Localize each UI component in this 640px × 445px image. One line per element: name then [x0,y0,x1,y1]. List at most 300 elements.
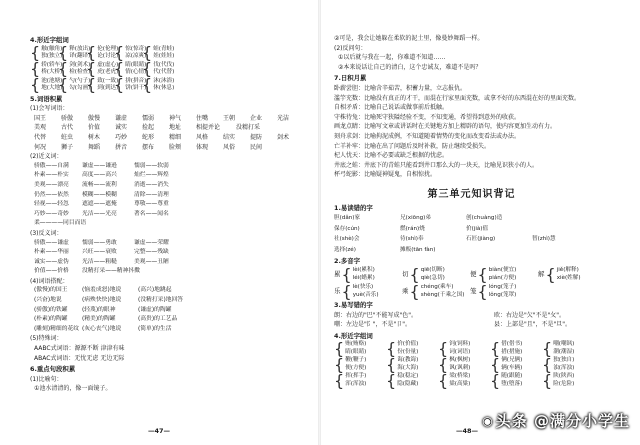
pair-stack [397,373,418,388]
brace-glyph: { [114,43,125,63]
reading-item: shèng(千乘之国) [420,291,465,298]
pair-stack [553,373,574,388]
pair-item: (骄傲)的铁罐 [34,306,68,313]
special-words-line: ABAC式词语：无忧无虑 无边无际 [34,354,125,362]
subsection-label: (5)特殊词： [30,335,63,343]
word-item: 触(触角) [41,45,63,52]
pair-item: (恼羞成怒)地说 [82,287,122,294]
section-7-title: 7.日积月累 [334,74,367,83]
brace-glyph: { [409,264,420,284]
vocab-word: 拼音 [115,143,128,151]
word-item: 嘲(嘲讽) [553,341,575,348]
page-number-right: —48— [456,427,479,435]
word-pair [142,75,175,95]
reading-item: xiè(姓解) [556,274,581,281]
vocab-word: 提防 [250,133,263,141]
pair-item: 光洁——粗糙 [82,258,117,265]
pair-item: 流畅——流利 [82,181,117,188]
vocab-word: 相提并论 [196,124,221,132]
word-item: 情(心情) [125,69,147,76]
pair-stack [397,341,418,356]
pair-item: (没精打采)地回答 [138,297,184,304]
idiom-line: 井底之蛙：井底下的青蛙只能看到井口那么大的一块天，比喻见识狭小的人。 [334,161,539,169]
brace-glyph: { [86,75,97,95]
idiom-line: 滥竽充数：比喻没有真正的才干，而混在行家里面充数，或拿不好的东西混在好的里面充数。 [334,94,581,102]
pair-item: 谦虚——荣耀 [134,239,169,246]
polyphone-item [470,281,538,301]
pair-item: 清除——清理 [134,191,169,198]
polyphone-char: 笼 [470,286,477,295]
polyphone-char: 累 [334,269,341,278]
brace-glyph: { [58,43,69,63]
vocab-word: 脸颊 [169,143,182,151]
pair-stack [489,284,517,299]
vocab-word: 国王 [34,114,47,122]
word-item: 休(休息) [153,85,175,92]
left-page [0,0,318,445]
vocab-word: 蛀虫 [61,133,74,141]
word-item: 睛(眼睛) [345,348,367,355]
pair-item: 光洁——光亮 [82,210,117,217]
vocab-word: 傲慢 [88,114,101,122]
idiom-line: 自相矛盾：比喻自己说话或做事前后抵触。 [334,104,449,112]
vocab-row [34,114,290,124]
sentence-line: ②本来说话让自己的清白，这个忠诚友，难道不是吗？ [338,63,482,71]
word-item: 娃(娃娃) [153,53,175,60]
pair-stack [397,357,418,372]
idiom-line: 刻舟求剑：比喻拘泥成例，不知道随着情势的变化而改变看法或办法。 [334,132,521,140]
sentence-line: (2)反问句： [334,44,367,52]
word-item: 轿(轿车) [41,61,63,68]
pair-item: (谦虚)的陶罐 [138,306,172,313]
pair-item: 朴素——华丽 [34,249,69,256]
pair-item: 著名——闻名 [134,210,169,217]
pronunciation-item: 胆(dǎn)家 [334,215,361,222]
pair-item: 柔————同目而语 [34,220,87,227]
vocab-word: 巧妙 [115,133,128,141]
pair-item: (傲慢)的国王 [34,287,68,294]
brace-glyph: { [490,338,501,358]
vocab-row [34,133,290,143]
word-pair [438,370,490,390]
brace-glyph: { [334,338,345,358]
pair-stack [153,62,174,77]
pair-item [134,267,186,277]
pair-stack [153,78,174,93]
polyphone-grid [334,264,609,301]
pair-item: 懦弱——软弱 [134,162,169,169]
pair-stack [449,373,470,388]
pair-stack [345,341,366,356]
brace-glyph: { [341,281,352,301]
section-6-title: 6.重点句段积累 [30,365,76,374]
collocation-pairs [30,286,184,334]
vocab-word: 舞蹈 [88,143,101,151]
r-section-4-title: 4.形近字组词 [334,331,373,340]
reading-item: lóng(笼子) [488,284,517,291]
word-item: 论(讨论) [97,53,119,60]
brace-glyph: { [545,264,556,284]
vocab-word: 民间 [250,143,263,151]
word-item: 隐(隐藏) [397,380,419,387]
book-fold [318,0,321,445]
word-item: 梁(桥梁) [449,373,471,380]
word-item: 剑(剑术) [69,61,91,68]
word-item: 伦(伦理) [97,45,119,52]
shape-word-grid [30,43,175,95]
word-item: 讽(讽刺) [449,364,471,371]
pair-item: 兴旺——衰败 [82,249,117,256]
word-item: 勺(勺子) [69,77,91,84]
right-column [334,34,609,388]
polyphone-char: 乘 [402,286,409,295]
word-item: 检(检查) [69,69,91,76]
vocab-word: 体现 [196,143,209,151]
pronunciation-row [334,213,609,224]
idiom-line: 卧薪尝胆：比喻含辛茹苦，积蓄力量，立志报仇。 [334,84,467,92]
pair-item: (病殃快快)地说 [82,297,122,304]
pronunciation-row [334,234,609,245]
vocab-word: 企业 [250,114,263,122]
vocab-word: 何况 [34,143,47,151]
vocab-row [34,123,261,133]
word-item: 虎(老虎) [97,69,119,76]
brace-glyph: { [438,338,449,358]
watermark-icon: ◉ [482,414,494,428]
word-item: 独(独立) [41,53,63,60]
vocab-word: 骄傲 [61,114,74,122]
r-section-1-title: 1.易读错的字 [334,203,373,212]
antonym-pairs [30,239,170,277]
right-page [322,0,640,445]
word-item: 伐(代伐) [153,61,175,68]
section-4-title: 4.形近字组词 [30,36,69,44]
idiom-line: 杯弓蛇影：比喻疑神疑鬼，自相惊扰。 [334,171,437,179]
metaphor-line: ①池水清清的，像一面镜子。 [34,385,112,393]
word-item: 饼(饼干) [125,85,147,92]
reading-item: yuè(音乐) [352,291,379,298]
word-item: 独(独自) [553,357,575,364]
error-line: 朗：右边的"巴"不能写成"色"。 [334,311,418,319]
idiom-line: 画龙点睛：比喻写文章或讲话时在关键地方加上精辟的语句，使内容更加生动有力。 [334,123,557,131]
brace-glyph: { [334,354,345,374]
pair-item: 懦弱——勇敢 [82,239,117,246]
vocab-row [34,143,263,153]
word-item: 辆(车辆) [501,364,523,371]
idiom-line: 亡羊补牢：比喻在出了问题后及时补救，防止继续受损失。 [334,142,491,150]
vocab-word: 价值 [88,124,101,132]
polyphone-char: 切 [402,269,409,278]
pair-item: (兴奋)地说 [34,297,62,304]
pair-stack [553,341,574,356]
pronunciation-item: 兄(xiōng)弟 [400,215,431,222]
r-section-2-title: 2.多音字 [334,257,361,266]
pair-item: 尊敬——尊重 [134,201,169,208]
pair-stack [501,373,522,388]
polyphone-item [402,281,470,301]
word-item: 虚(虚心) [97,61,119,68]
vocab-word: 树木 [88,133,101,141]
brace-glyph: { [477,281,488,301]
word-item: 到(到达) [97,85,119,92]
reading-item: lǒng(笼罩) [488,291,517,298]
brace-glyph: { [30,75,41,95]
synonym-pairs [30,162,170,229]
vocab-word: 风格 [196,133,209,141]
pronunciation-item: 价(jià)值 [466,225,489,232]
pair-item [134,219,186,229]
brace-glyph: { [58,75,69,95]
pair-stack [353,284,379,299]
word-pair [58,75,91,95]
word-item: 浑(浑浊) [345,380,367,387]
pair-item: 灿烂——辉煌 [134,172,169,179]
word-pair [386,370,438,390]
subsection-label: (4)词语搭配： [30,277,69,285]
word-item: 凉(凉爽) [125,53,147,60]
vocab-word: 结实 [223,133,236,141]
word-item: 粱(高粱) [449,380,471,387]
polyphone-item [470,264,538,284]
error-prone-chars [334,311,609,330]
brace-glyph: { [86,59,97,79]
word-item: 俩(兄俩) [501,357,523,364]
vocab-word: 蛇形 [142,133,155,141]
left-column-1 [30,34,290,394]
special-words-line: AABC式词语：源源不断 津津有味 [34,345,125,353]
pair-item: 美观——漂亮 [34,181,69,188]
vocab-word: 地址 [169,124,182,132]
word-pair [30,75,63,95]
subsection-label: (3)反义词： [30,229,63,237]
pair-item: 高度——高兴 [82,172,117,179]
word-item: 价(价值) [397,341,419,348]
word-item: 挥(挥手) [345,373,367,380]
vocab-word: 摆布 [142,143,155,151]
vocab-word: 王朝 [223,114,236,122]
error-line: 县：上部是"且"，不是"旦"。 [494,321,572,329]
pair-item: (简单)的生活 [138,325,172,332]
polyphone-item [334,264,402,284]
polyphone-char: 解 [538,269,545,278]
pair-item: (轻蔑)的眼神 [82,306,116,313]
pair-item: 完整——残缺 [134,249,169,256]
idiom-list [334,84,609,180]
brace-glyph: { [409,281,420,301]
idiom-line: 守株待兔：比喻死守狭隘经验不变，不知变通，希望得到意外的收获。 [334,113,521,121]
pair-item: (雕刻)精细的花纹 [34,325,80,332]
pair-item: 美观——丑陋 [134,258,169,265]
sentence-line: ①以后就与我在一起，你难道不知道…… [338,54,446,62]
vocab-words [30,114,290,152]
polyphone-char: 乐 [334,286,341,295]
brace-glyph: { [386,370,397,390]
word-pair [542,370,594,390]
vocab-word: 谦虚 [115,114,128,122]
brace-glyph: { [142,75,153,95]
brace-glyph: { [334,370,345,390]
vocab-word: 没精打采 [236,124,261,132]
reading-item: biàn(便宜) [488,267,517,274]
vocab-word: 古代 [61,124,74,132]
reading-item: léi(蜡累) [352,274,375,281]
pair-item: (高兴)地跳起 [138,287,172,294]
subsection-label: (1)比喻句： [30,375,63,383]
word-item: 浊(浑浊) [553,364,575,371]
vocab-word: 精细 [169,133,182,141]
word-item: 沐(沐浴) [153,77,175,84]
word-item: 陕(陕西) [553,373,575,380]
vocab-word: 代替 [34,133,47,141]
pair-stack [353,267,375,282]
vocab-word: 懦弱 [142,114,155,122]
brace-glyph: { [142,43,153,63]
pronunciation-row [334,245,609,256]
pair-item: 骄傲——自满 [34,162,69,169]
reading-item: pián(方便) [488,274,517,281]
pair-stack [421,267,445,282]
pair-item: (精美)的陶罐 [82,316,116,323]
word-item: 枫(枫树) [449,357,471,364]
subsection-label: (1)会写词语： [30,105,69,113]
word-item: 鞭(鞭子) [345,357,367,364]
pair-stack [345,373,366,388]
word-item: 代(代替) [153,69,175,76]
word-item: 份(份量) [397,348,419,355]
word-item: 桥(大桥) [41,69,63,76]
vocab-word: 美观 [34,124,47,132]
brace-glyph: { [477,264,488,284]
brace-glyph: { [386,354,397,374]
brace-glyph: { [490,354,501,374]
reading-item: lèi(累积) [352,267,375,274]
word-item: 堕(堕落) [501,380,523,387]
word-item: 勾(勾画) [69,85,91,92]
pair-item: 诚实——虚伪 [34,258,69,265]
pronunciation-item: 待(shì)奉 [400,236,424,243]
word-item: 致(一致) [97,77,119,84]
pronunciation-item: 保存(cún) [334,225,360,232]
word-item: 惊(惊奇) [125,45,147,52]
shape-word-grid-right [334,338,609,390]
pair-item [82,219,134,229]
brace-glyph: { [30,43,41,63]
brace-glyph: { [542,354,553,374]
word-pair [490,370,542,390]
word-item: 随(跟随) [501,373,523,380]
brace-glyph: { [341,264,352,284]
pair-item: 消逝——消失 [134,181,169,188]
pair-item: 骄傲——谦虚 [34,239,69,246]
pair-item: 谦虚——谦逊 [82,162,117,169]
polyphone-char: 便 [470,269,477,278]
polyphone-item [538,264,606,284]
pronunciation-item: 摊贩(tān fàn) [400,246,436,253]
vocab-word: 捡起 [142,124,155,132]
word-item: 拼(拼音) [125,77,147,84]
brace-glyph: { [114,75,125,95]
brace-glyph: { [142,59,153,79]
pair-item: 遮遮——遮掩 [82,201,117,208]
word-item: 便(方便) [345,364,367,371]
brace-glyph: { [490,370,501,390]
word-item: 险(危险) [553,380,575,387]
vocab-word: 狮子 [61,143,74,151]
watermark-text: 头条 @满分小学生 [495,412,630,430]
pair-item: 价值——价格 [34,268,69,275]
word-item: 措(措施) [501,348,523,355]
pair-item: 没精打采——精神抖擞 [82,268,140,275]
pair-stack [449,341,470,356]
pair-stack [449,357,470,372]
pronunciation-item: 选择(zé) [334,246,356,253]
pronunciation-list [334,213,609,255]
pair-item: 朴素——朴实 [34,172,69,179]
word-pair [86,75,119,95]
brace-glyph: { [438,370,449,390]
word-pair [334,370,386,390]
brace-glyph: { [386,338,397,358]
word-item: 潮(潮湿) [553,348,575,355]
vocab-word: 诚实 [115,124,128,132]
pronunciation-item: 社(shè)会 [334,236,360,243]
brace-glyph: { [114,59,125,79]
reading-item: qiè(急切) [420,274,445,281]
pair-item: (朴素)的陶罐 [34,316,68,323]
brace-glyph: { [438,354,449,374]
reading-item: jiě(解释) [556,267,579,274]
pair-stack [421,284,465,299]
brace-glyph: { [58,59,69,79]
reading-item: chéng(乘车) [420,284,454,291]
vocab-word: 住嘴 [196,114,209,122]
pair-item: 模糊——模糊 [82,191,117,198]
reading-item: qiē(切断) [420,267,445,274]
vocab-word: 剑术 [277,133,290,141]
brace-glyph: { [542,338,553,358]
pair-stack [489,267,517,282]
word-item: 池(池塘) [41,77,63,84]
word-item: 释(放出) [69,45,91,52]
r-section-3-title: 3.易写错的字 [334,301,373,310]
brace-glyph: { [30,59,41,79]
word-item: 蛙(青蛙) [153,45,175,52]
error-line: 嘲：左边是"阝"，不是"卩"。 [334,321,412,329]
pair-item: 轻视——轻忽 [34,201,69,208]
word-item: 借(借书) [501,341,523,348]
pair-stack [153,46,174,61]
page-number-left: —47— [148,427,171,435]
idiom-line: 杞人忧天：比喻不必要或缺乏根据的忧虑。 [334,152,449,160]
word-item: 地(大地) [41,85,63,92]
pronunciation-item: 燃(rán)烧 [400,225,425,232]
word-item: 词(词语) [449,348,471,355]
pronunciation-item: 创(chuàng)造 [466,215,503,222]
polyphone-item [334,281,402,301]
section-5-title: 5.词语积累 [30,94,63,103]
pair-item: 仍然——依然 [34,191,69,198]
pair-stack [557,267,581,282]
pronunciation-item: 石匠(jiàng) [466,236,496,243]
pair-stack [553,357,574,372]
pair-stack [501,341,522,356]
watermark [482,410,630,431]
pair-item: (灰心丧气)地说 [82,325,122,332]
pronunciation-item: 智(zhì)慧 [532,236,556,243]
brace-glyph: { [86,43,97,63]
vocab-word: 风俗 [223,143,236,151]
word-item: 饲(饲料) [449,341,471,348]
